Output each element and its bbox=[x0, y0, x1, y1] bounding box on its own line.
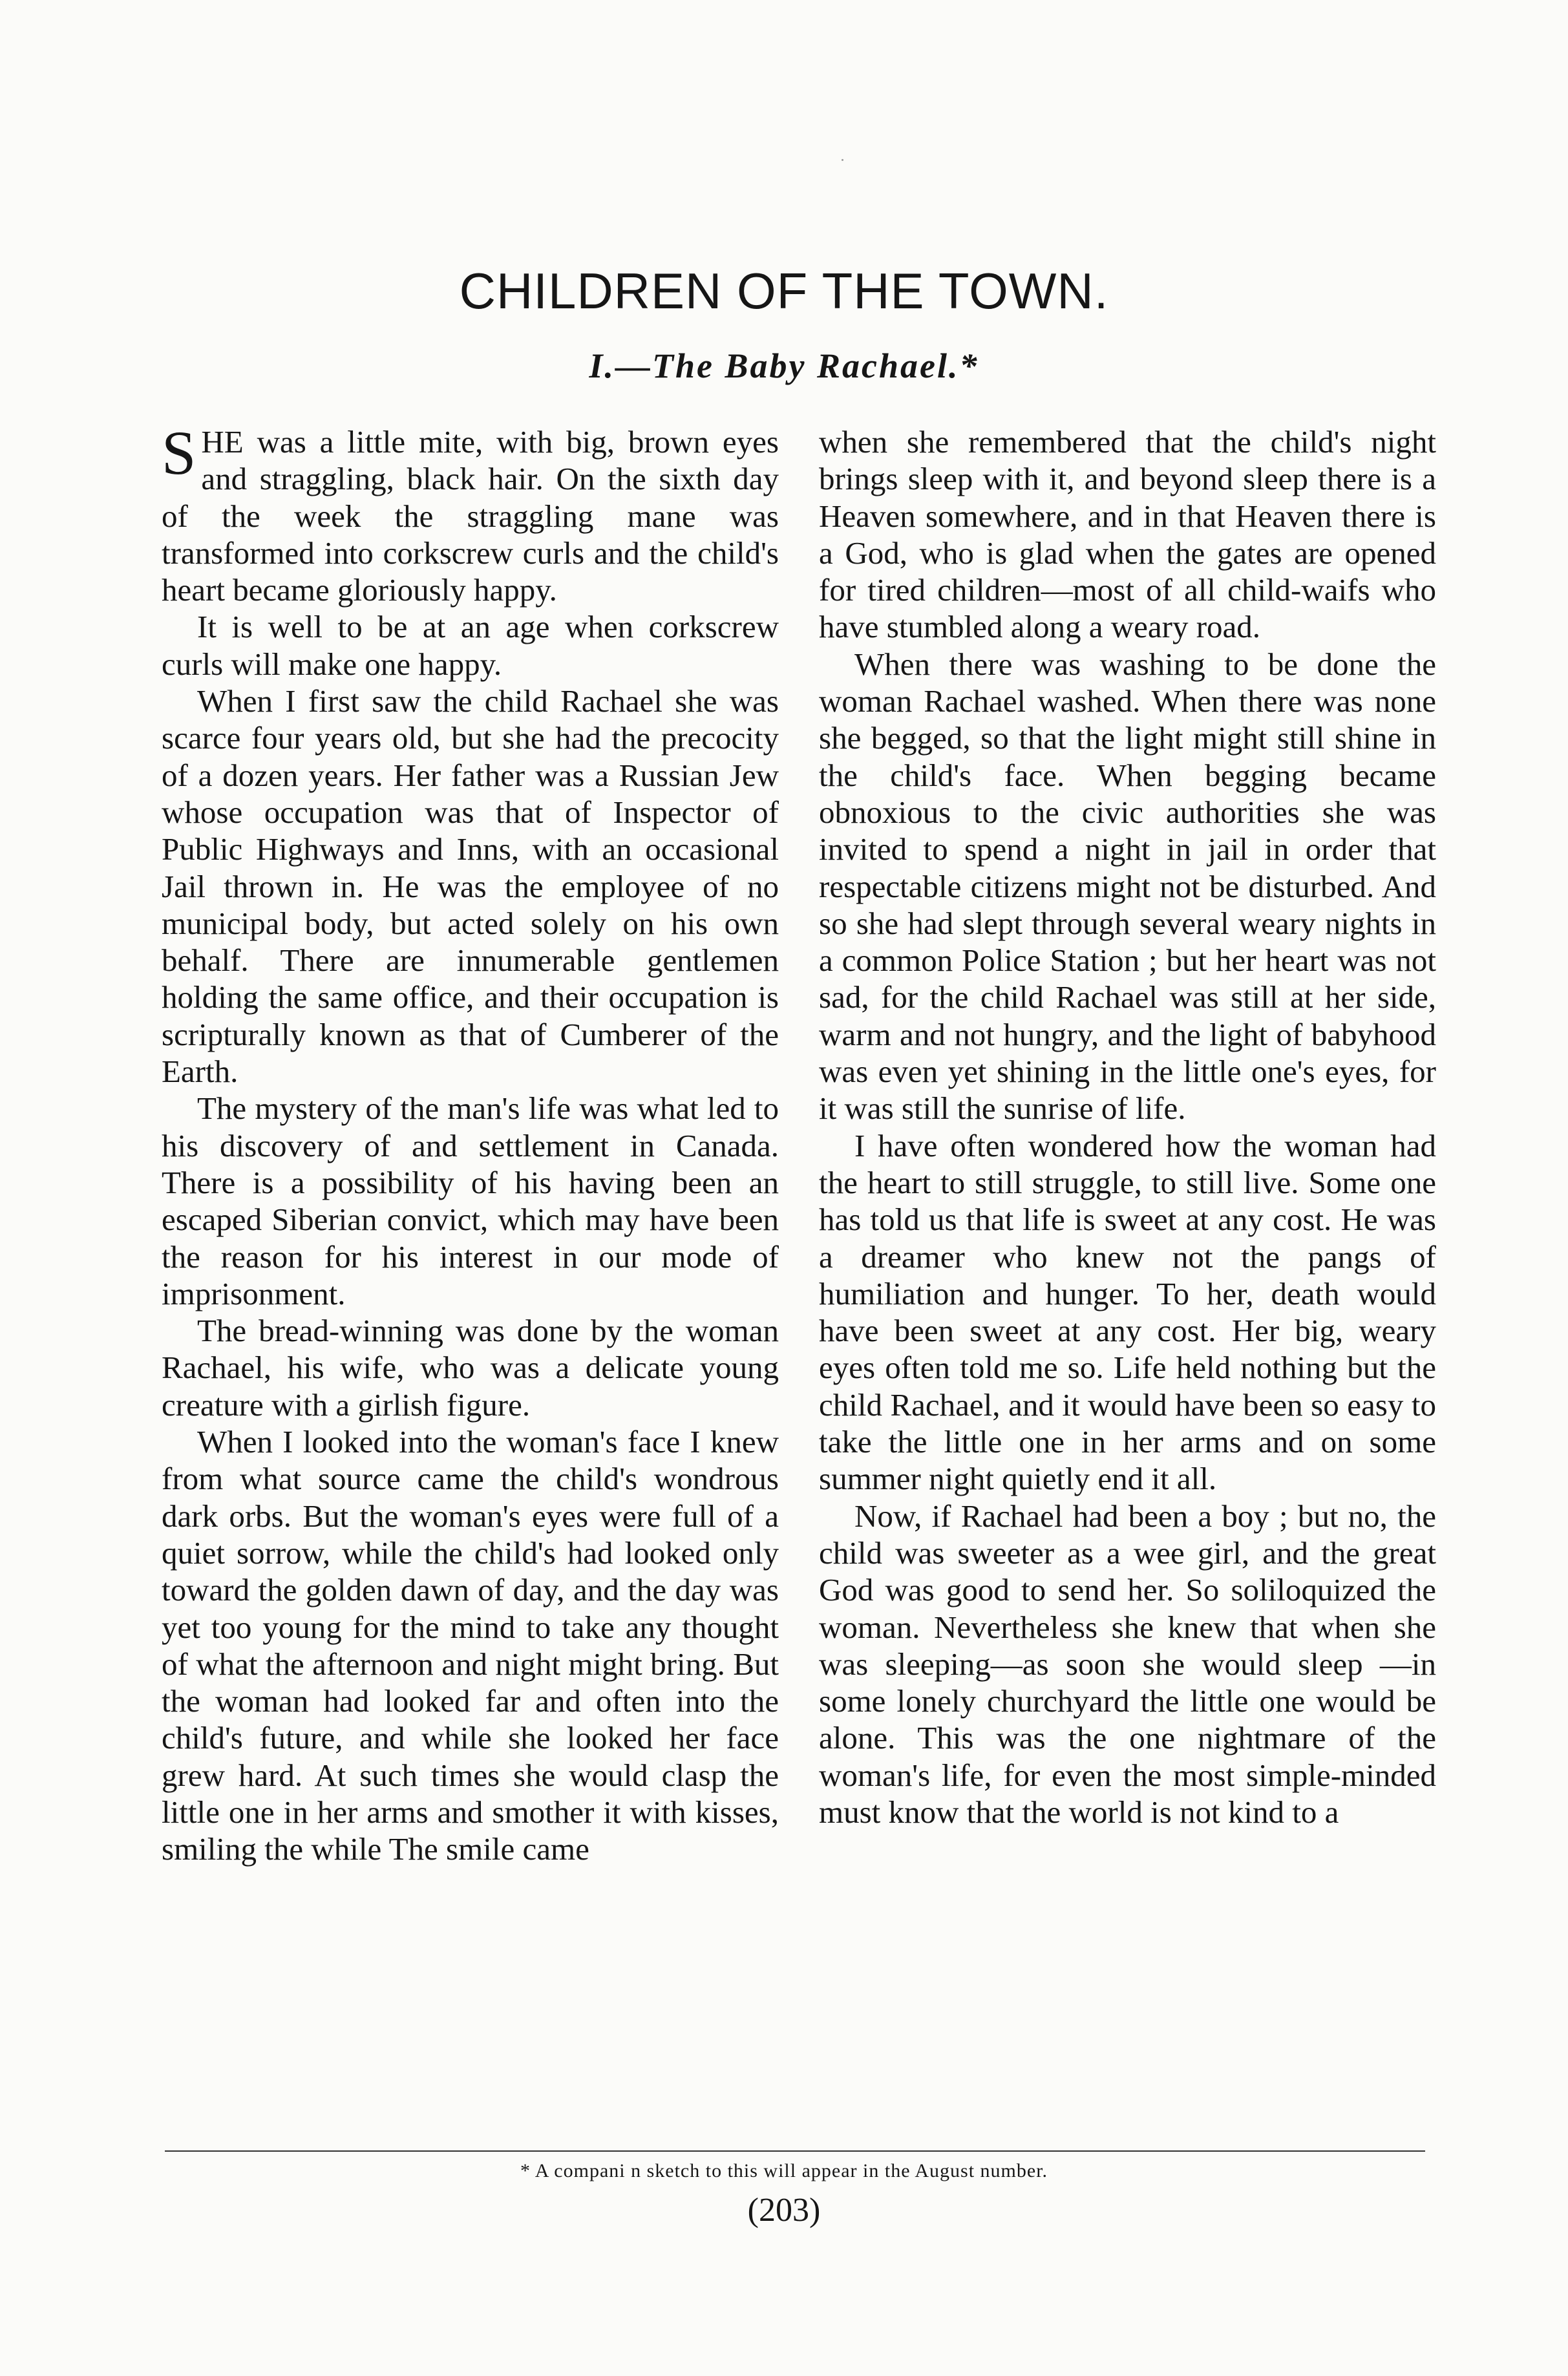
footnote: * A compani n sketch to this will appear in the August number. bbox=[520, 2160, 1048, 2181]
article-title: CHILDREN OF THE TOWN. bbox=[459, 262, 1109, 319]
footnote-divider bbox=[165, 2150, 1425, 2152]
paragraph: It is well to be at an age when corkscrew curls will make one happy. bbox=[162, 609, 779, 682]
opening-paragraph-text: HE was a little mite, with big, brown eyes and straggling, black hair. On the sixth day of the week the straggling mane was transformed into corkscrew curls and the child's heart became gloriously happy. bbox=[162, 424, 779, 608]
paragraph: The bread-winning was done by the woman Rachael, his wife, who was a delicate young creature with a girlish figure. bbox=[162, 1313, 779, 1423]
page-number: (203) bbox=[747, 2192, 821, 2229]
continued-paragraph: when she remembered that the child's night brings sleep with it, and beyond sleep there is a Heaven somewhere, and in that Heaven there is a God, who is glad when the gates are opened for tired children—most of all child-waifs who have stumbled along a weary road. bbox=[819, 424, 1436, 645]
paragraph: When I first saw the child Rachael she was scarce four years old, but she had the precocity of a dozen years. Her father was a Russian Jew whose occupation was that of Inspector of Public Highways and Inns, with an occasional Jail thrown in. He was the employee of no municipal body, but acted solely on his own behalf. There are innumerable gentlemen holding the same office, and their occupation is scripturally known as that of Cumberer of the Earth. bbox=[162, 683, 779, 1090]
article-subtitle: I.—The Baby Rachael.* bbox=[589, 346, 979, 385]
right-column bbox=[819, 423, 1436, 1830]
left-column bbox=[162, 418, 779, 1868]
stray-ink-dot bbox=[842, 159, 843, 161]
paragraph: When there was washing to be done the woman Rachael washed. When there was none she begged, so that the light might still shine in the child's face. When begging became obnoxious to the civic authorities she was invited to spend a night in jail in order that respectable citizens might not be disturbed. And so she had slept through several weary nights in a common Police Station ; but her heart was not sad, for the child Rachael was still at her side, warm and not hungry, and the light of babyhood was even yet shining in the little one's eyes, for it was still the sunrise of life. bbox=[819, 646, 1436, 1127]
paragraph: Now, if Rachael had been a boy ; but no, the child was sweeter as a wee girl, and the great God was good to send her. So soliloquized the woman. Nevertheless she knew that when she was sleeping—as soon she would sleep —in some lonely churchyard the little one would be alone. This was the one nightmare of the woman's life, for even the most simple-minded must know that the world is not kind to a bbox=[819, 1498, 1436, 1830]
drop-cap: S bbox=[162, 418, 196, 487]
paragraph: The mystery of the man's life was what led to his discovery of and settlement in Canada. There is a possibility of his having been an escaped Siberian convict, which may have been the reason for his interest in our mode of imprisonment. bbox=[162, 1090, 779, 1311]
paragraph: I have often wondered how the woman had the heart to still struggle, to still live. Some one has told us that life is sweet at any cost. He was a dreamer who knew not the pangs of humiliation and hunger. To her, death would have been sweet at any cost. Her big, weary eyes often told me so. Life held nothing but the child Rachael, and it would have been so easy to take the little one in her arms and on some summer night quietly end it all. bbox=[819, 1127, 1436, 1497]
paragraph: When I looked into the woman's face I knew from what source came the child's wondrous dark orbs. But the woman's eyes were full of a quiet sorrow, while the child's had looked only toward the golden dawn of day, and the day was yet too young for the mind to take any thought of what the afternoon and night might bring. But the woman had looked far and often into the child's future, and while she looked her face grew hard. At such times she would clasp the little one in her arms and smother it with kisses, smiling the while The smile came bbox=[162, 1424, 779, 1867]
opening-paragraph bbox=[162, 418, 779, 608]
